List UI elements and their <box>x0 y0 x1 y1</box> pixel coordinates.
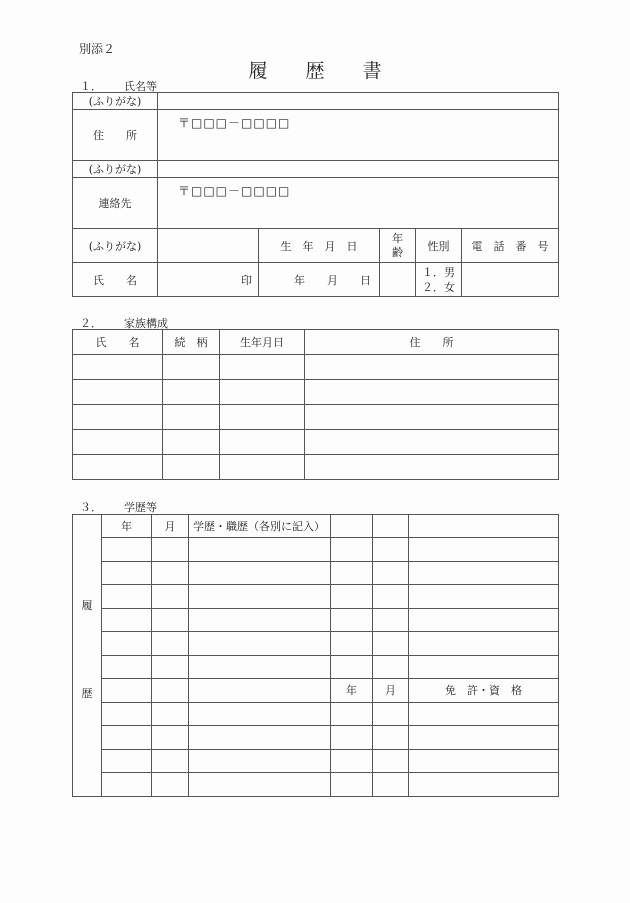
column-header: 免 許・資 格 <box>409 679 559 703</box>
license-year-cell[interactable] <box>331 608 373 632</box>
title-char: 履 <box>248 60 268 82</box>
gender-option-female[interactable]: ２．女 <box>422 280 455 294</box>
history-cell[interactable] <box>189 749 331 773</box>
family-birthdate-cell[interactable] <box>220 405 305 430</box>
license-month-cell[interactable] <box>373 749 409 773</box>
month-cell[interactable] <box>152 608 189 632</box>
month-cell[interactable] <box>152 632 189 656</box>
table-row <box>73 355 559 380</box>
furigana-label: (ふりがな) <box>73 161 158 178</box>
family-relation-cell[interactable] <box>163 430 220 455</box>
license-month-cell[interactable] <box>373 608 409 632</box>
month-cell[interactable] <box>152 585 189 609</box>
license-year-cell[interactable] <box>331 773 373 797</box>
table-row <box>73 726 559 750</box>
year-cell[interactable] <box>102 726 152 750</box>
title-char: 書 <box>362 60 382 82</box>
license-cell[interactable] <box>409 702 559 726</box>
license-year-cell[interactable] <box>331 726 373 750</box>
table-row <box>73 455 559 480</box>
address-field[interactable]: 〒□□□－□□□□ <box>158 110 559 161</box>
license-year-cell[interactable] <box>331 585 373 609</box>
table-row <box>73 405 559 430</box>
license-year-cell[interactable] <box>331 538 373 562</box>
family-address-cell[interactable] <box>305 355 559 380</box>
seal-label: 印 <box>241 273 252 287</box>
section3-heading <box>80 499 157 515</box>
license-month-cell[interactable] <box>373 561 409 585</box>
column-header: 年 <box>102 515 152 538</box>
license-cell[interactable] <box>409 608 559 632</box>
year-cell[interactable] <box>102 608 152 632</box>
birthdate-header: 生 年 月 日 <box>259 229 380 263</box>
furigana-label: (ふりがな) <box>73 93 158 110</box>
year-cell[interactable] <box>102 538 152 562</box>
age-field[interactable] <box>380 263 416 297</box>
license-cell[interactable] <box>409 538 559 562</box>
family-birthdate-cell[interactable] <box>220 355 305 380</box>
year-cell[interactable] <box>102 585 152 609</box>
section-title: 家族構成 <box>124 317 168 330</box>
history-cell[interactable] <box>189 585 331 609</box>
license-cell[interactable] <box>409 585 559 609</box>
phone-field[interactable] <box>462 263 559 297</box>
side-label-char: 履 <box>81 599 93 612</box>
license-cell[interactable] <box>409 655 559 679</box>
license-month-cell[interactable] <box>373 585 409 609</box>
table-row <box>73 702 559 726</box>
license-year-cell[interactable] <box>331 632 373 656</box>
license-year-cell[interactable] <box>331 702 373 726</box>
license-year-cell[interactable] <box>331 655 373 679</box>
family-address-cell[interactable] <box>305 455 559 480</box>
license-month-cell[interactable] <box>373 773 409 797</box>
gender-field[interactable] <box>416 263 462 297</box>
license-month-cell[interactable] <box>373 632 409 656</box>
family-relation-cell[interactable] <box>163 455 220 480</box>
family-birthdate-cell[interactable] <box>220 380 305 405</box>
contact-label: 連絡先 <box>73 178 158 229</box>
table-row <box>73 655 559 679</box>
month-cell[interactable] <box>152 773 189 797</box>
year-cell[interactable] <box>102 702 152 726</box>
family-relation-cell[interactable] <box>163 405 220 430</box>
name-field[interactable] <box>158 263 259 297</box>
history-cell[interactable] <box>189 726 331 750</box>
column-header: 生年月日 <box>220 330 305 355</box>
license-year-cell[interactable] <box>331 749 373 773</box>
birthdate-field[interactable]: 年 月 日 <box>259 263 380 297</box>
year-cell[interactable] <box>102 773 152 797</box>
year-cell[interactable] <box>102 632 152 656</box>
history-cell[interactable] <box>189 702 331 726</box>
gender-header: 性別 <box>416 229 462 263</box>
month-cell[interactable] <box>152 726 189 750</box>
address-label: 住 所 <box>73 110 158 161</box>
history-cell[interactable] <box>189 773 331 797</box>
side-label-char: 歴 <box>81 687 93 700</box>
family-address-cell[interactable] <box>305 405 559 430</box>
name-furigana-field[interactable] <box>158 229 259 263</box>
history-cell[interactable] <box>189 632 331 656</box>
table-row <box>73 608 559 632</box>
title-char: 歴 <box>305 60 325 82</box>
personal-info-table <box>72 92 559 297</box>
family-name-cell[interactable] <box>73 355 163 380</box>
license-cell[interactable] <box>409 632 559 656</box>
section-number: １． <box>80 80 102 93</box>
history-cell[interactable] <box>189 608 331 632</box>
side-label <box>73 515 102 797</box>
license-cell[interactable] <box>409 749 559 773</box>
section-number: ２． <box>80 317 102 330</box>
month-cell[interactable] <box>152 655 189 679</box>
history-cell[interactable] <box>189 538 331 562</box>
year-cell[interactable] <box>102 655 152 679</box>
contact-field[interactable]: 〒□□□－□□□□ <box>158 178 559 229</box>
license-header-row <box>73 679 559 703</box>
license-cell[interactable] <box>409 726 559 750</box>
history-extra-cell[interactable] <box>331 515 373 538</box>
table-row <box>73 632 559 656</box>
family-relation-cell[interactable] <box>163 355 220 380</box>
history-extra-cell[interactable] <box>373 515 409 538</box>
family-address-cell[interactable] <box>305 430 559 455</box>
family-name-cell[interactable] <box>73 430 163 455</box>
age-header <box>380 229 416 263</box>
family-birthdate-cell[interactable] <box>220 455 305 480</box>
table-row <box>73 585 559 609</box>
license-cell[interactable] <box>409 561 559 585</box>
column-header: 学歴・職歴（各別に記入） <box>189 515 331 538</box>
name-label: 氏 名 <box>73 263 158 297</box>
license-month-cell[interactable] <box>373 538 409 562</box>
history-extra-cell[interactable] <box>409 515 559 538</box>
license-month-cell[interactable] <box>373 655 409 679</box>
table-row <box>73 749 559 773</box>
family-relation-cell[interactable] <box>163 380 220 405</box>
month-cell[interactable] <box>152 749 189 773</box>
month-cell[interactable] <box>152 561 189 585</box>
table-row <box>73 538 559 562</box>
month-cell[interactable] <box>152 538 189 562</box>
history-cell[interactable] <box>189 655 331 679</box>
furigana-label: (ふりがな) <box>73 229 158 263</box>
license-year-cell[interactable] <box>331 561 373 585</box>
history-header-row <box>73 515 559 538</box>
family-name-cell[interactable] <box>73 380 163 405</box>
history-cell[interactable] <box>189 679 331 703</box>
phone-header: 電 話 番 号 <box>462 229 559 263</box>
family-birthdate-cell[interactable] <box>220 430 305 455</box>
license-month-cell[interactable] <box>373 702 409 726</box>
address-furigana-field[interactable] <box>158 93 559 110</box>
section-title: 学歴等 <box>124 501 157 514</box>
column-header: 年 <box>331 679 373 703</box>
family-address-cell[interactable] <box>305 380 559 405</box>
year-cell[interactable] <box>102 679 152 703</box>
annex-label: 別添２ <box>79 42 116 56</box>
license-month-cell[interactable] <box>373 726 409 750</box>
history-cell[interactable] <box>189 561 331 585</box>
table-row <box>73 430 559 455</box>
family-name-cell[interactable] <box>73 455 163 480</box>
month-cell[interactable] <box>152 702 189 726</box>
month-cell[interactable] <box>152 679 189 703</box>
table-row <box>73 561 559 585</box>
column-header: 月 <box>152 515 189 538</box>
history-table <box>72 514 559 797</box>
column-header: 月 <box>373 679 409 703</box>
license-cell[interactable] <box>409 773 559 797</box>
family-header-row <box>73 330 559 355</box>
section-title: 氏名等 <box>124 80 157 93</box>
column-header: 住 所 <box>305 330 559 355</box>
table-row <box>73 380 559 405</box>
age-header-line1: 年 <box>392 231 403 245</box>
contact-furigana-field[interactable] <box>158 161 559 178</box>
section-number: ３． <box>80 501 102 514</box>
column-header: 続 柄 <box>163 330 220 355</box>
gender-option-male[interactable]: １．男 <box>422 265 455 279</box>
family-name-cell[interactable] <box>73 405 163 430</box>
family-table <box>72 329 559 480</box>
year-cell[interactable] <box>102 749 152 773</box>
table-row <box>73 773 559 797</box>
year-cell[interactable] <box>102 561 152 585</box>
age-header-line2: 齢 <box>392 245 403 259</box>
column-header: 氏 名 <box>73 330 163 355</box>
